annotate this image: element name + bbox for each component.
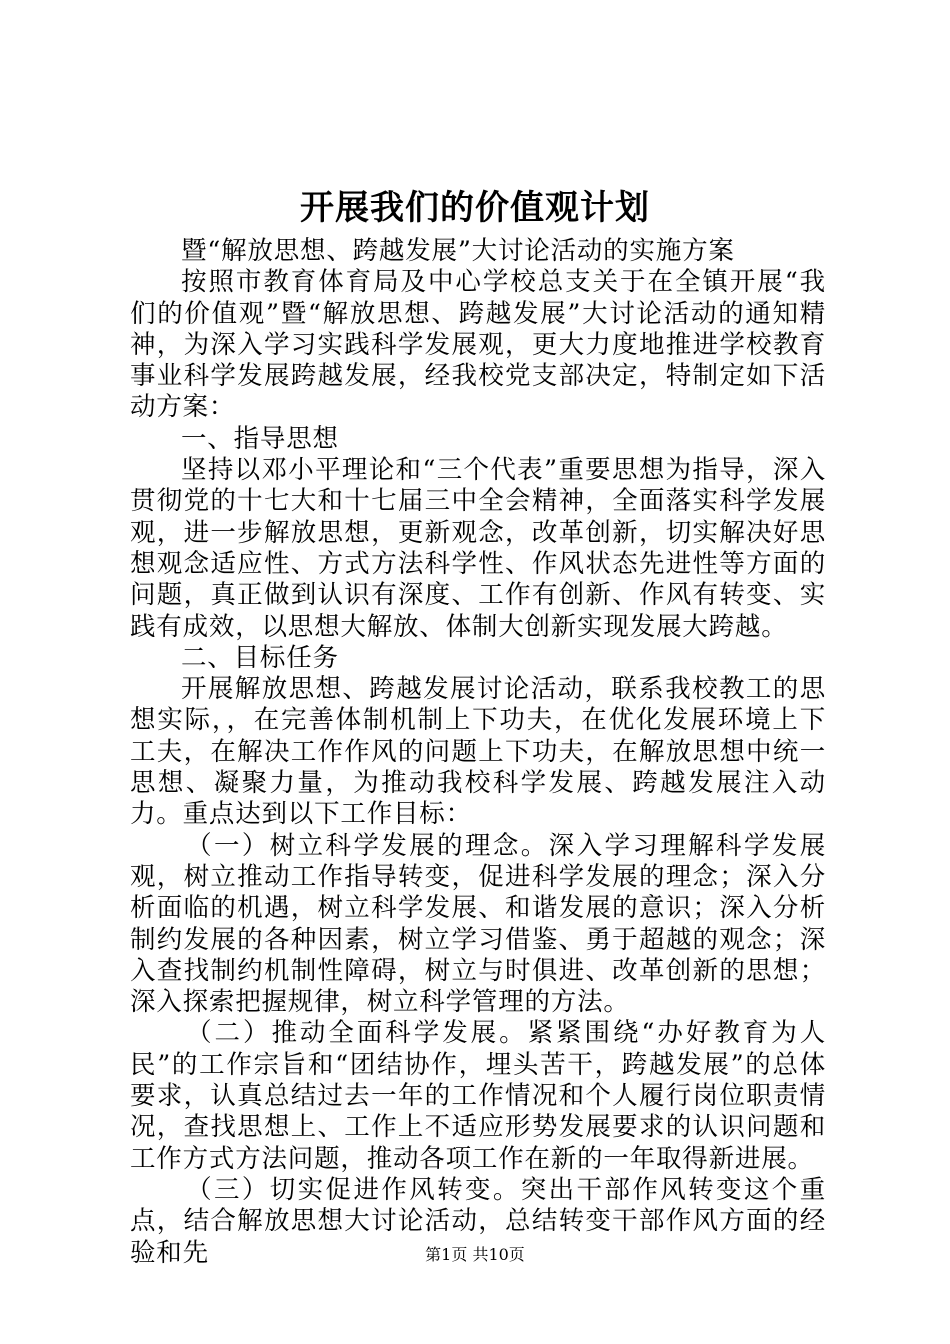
goal-item-2-paragraph: （二）推动全面科学发展。紧紧围绕“办好教育为人民”的工作宗旨和“团结协作，埋头苦干，跨越发展”的总体要求，认真总结过去一年的工作情况和个人履行岗位职责情况，查找思想上、工作上不适应形势发展要求的认识问题和工作方式方法问题，推动各项工作在新的一年取得新进展。 — [130, 1018, 826, 1174]
section-heading-goals-tasks: 二、目标任务 — [181, 642, 339, 673]
guiding-ideology-paragraph: 坚持以邓小平理论和“三个代表”重要思想为指导，深入贯彻党的十七大和十七届三中全会精神，全面落实科学发展观，进一步解放思想，更新观念，改革创新，切实解决好思想观念适应性、方式方法科学性、作风状态先进性等方面的问题，真正做到认识有深度、工作有创新、作风有转变、实践有成效，以思想大解放、体制大创新实现发展大跨越。 — [130, 455, 826, 642]
subtitle-paragraph: 暨“解放思想、跨越发展”大讨论活动的实施方案 — [181, 236, 735, 266]
page-number-footer: 第1页 共10页 — [425, 1245, 525, 1264]
intro-paragraph: 按照市教育体育局及中心学校总支关于在全镇开展“我们的价值观”暨“解放思想、跨越发展”大讨论活动的通知精神，为深入学习实践科学发展观，更大力度地推进学校教育事业科学发展跨越发展，经我校党支部决定，特制定如下活动方案： — [130, 267, 826, 423]
goal-item-1-paragraph: （一）树立科学发展的理念。深入学习理解科学发展观，树立推动工作指导转变，促进科学发展的理念；深入分析面临的机遇，树立科学发展、和谐发展的意识；深入分析制约发展的各种因素，树立学习借鉴、勇于超越的观念；深入查找制约机制性障碍，树立与时俱进、改革创新的思想；深入探索把握规律，树立科学管理的方法。 — [130, 830, 826, 1018]
goals-tasks-paragraph: 开展解放思想、跨越发展讨论活动，联系我校教工的思想实际，，在完善体制机制上下功夫，在优化发展环境上下工夫，在解决工作作风的问题上下功夫，在解放思想中统一思想、凝聚力量，为推动我校科学发展、跨越发展注入动力。重点达到以下工作目标： — [130, 674, 826, 830]
document-title: 开展我们的价值观计划 — [300, 188, 650, 228]
goal-item-3-paragraph: （三）切实促进作风转变。突出干部作风转变这个重点，结合解放思想大讨论活动，总结转变干部作风方面的经验和先 — [130, 1174, 826, 1268]
section-heading-guiding-ideology: 一、指导思想 — [181, 423, 339, 454]
document-body — [130, 236, 826, 1269]
